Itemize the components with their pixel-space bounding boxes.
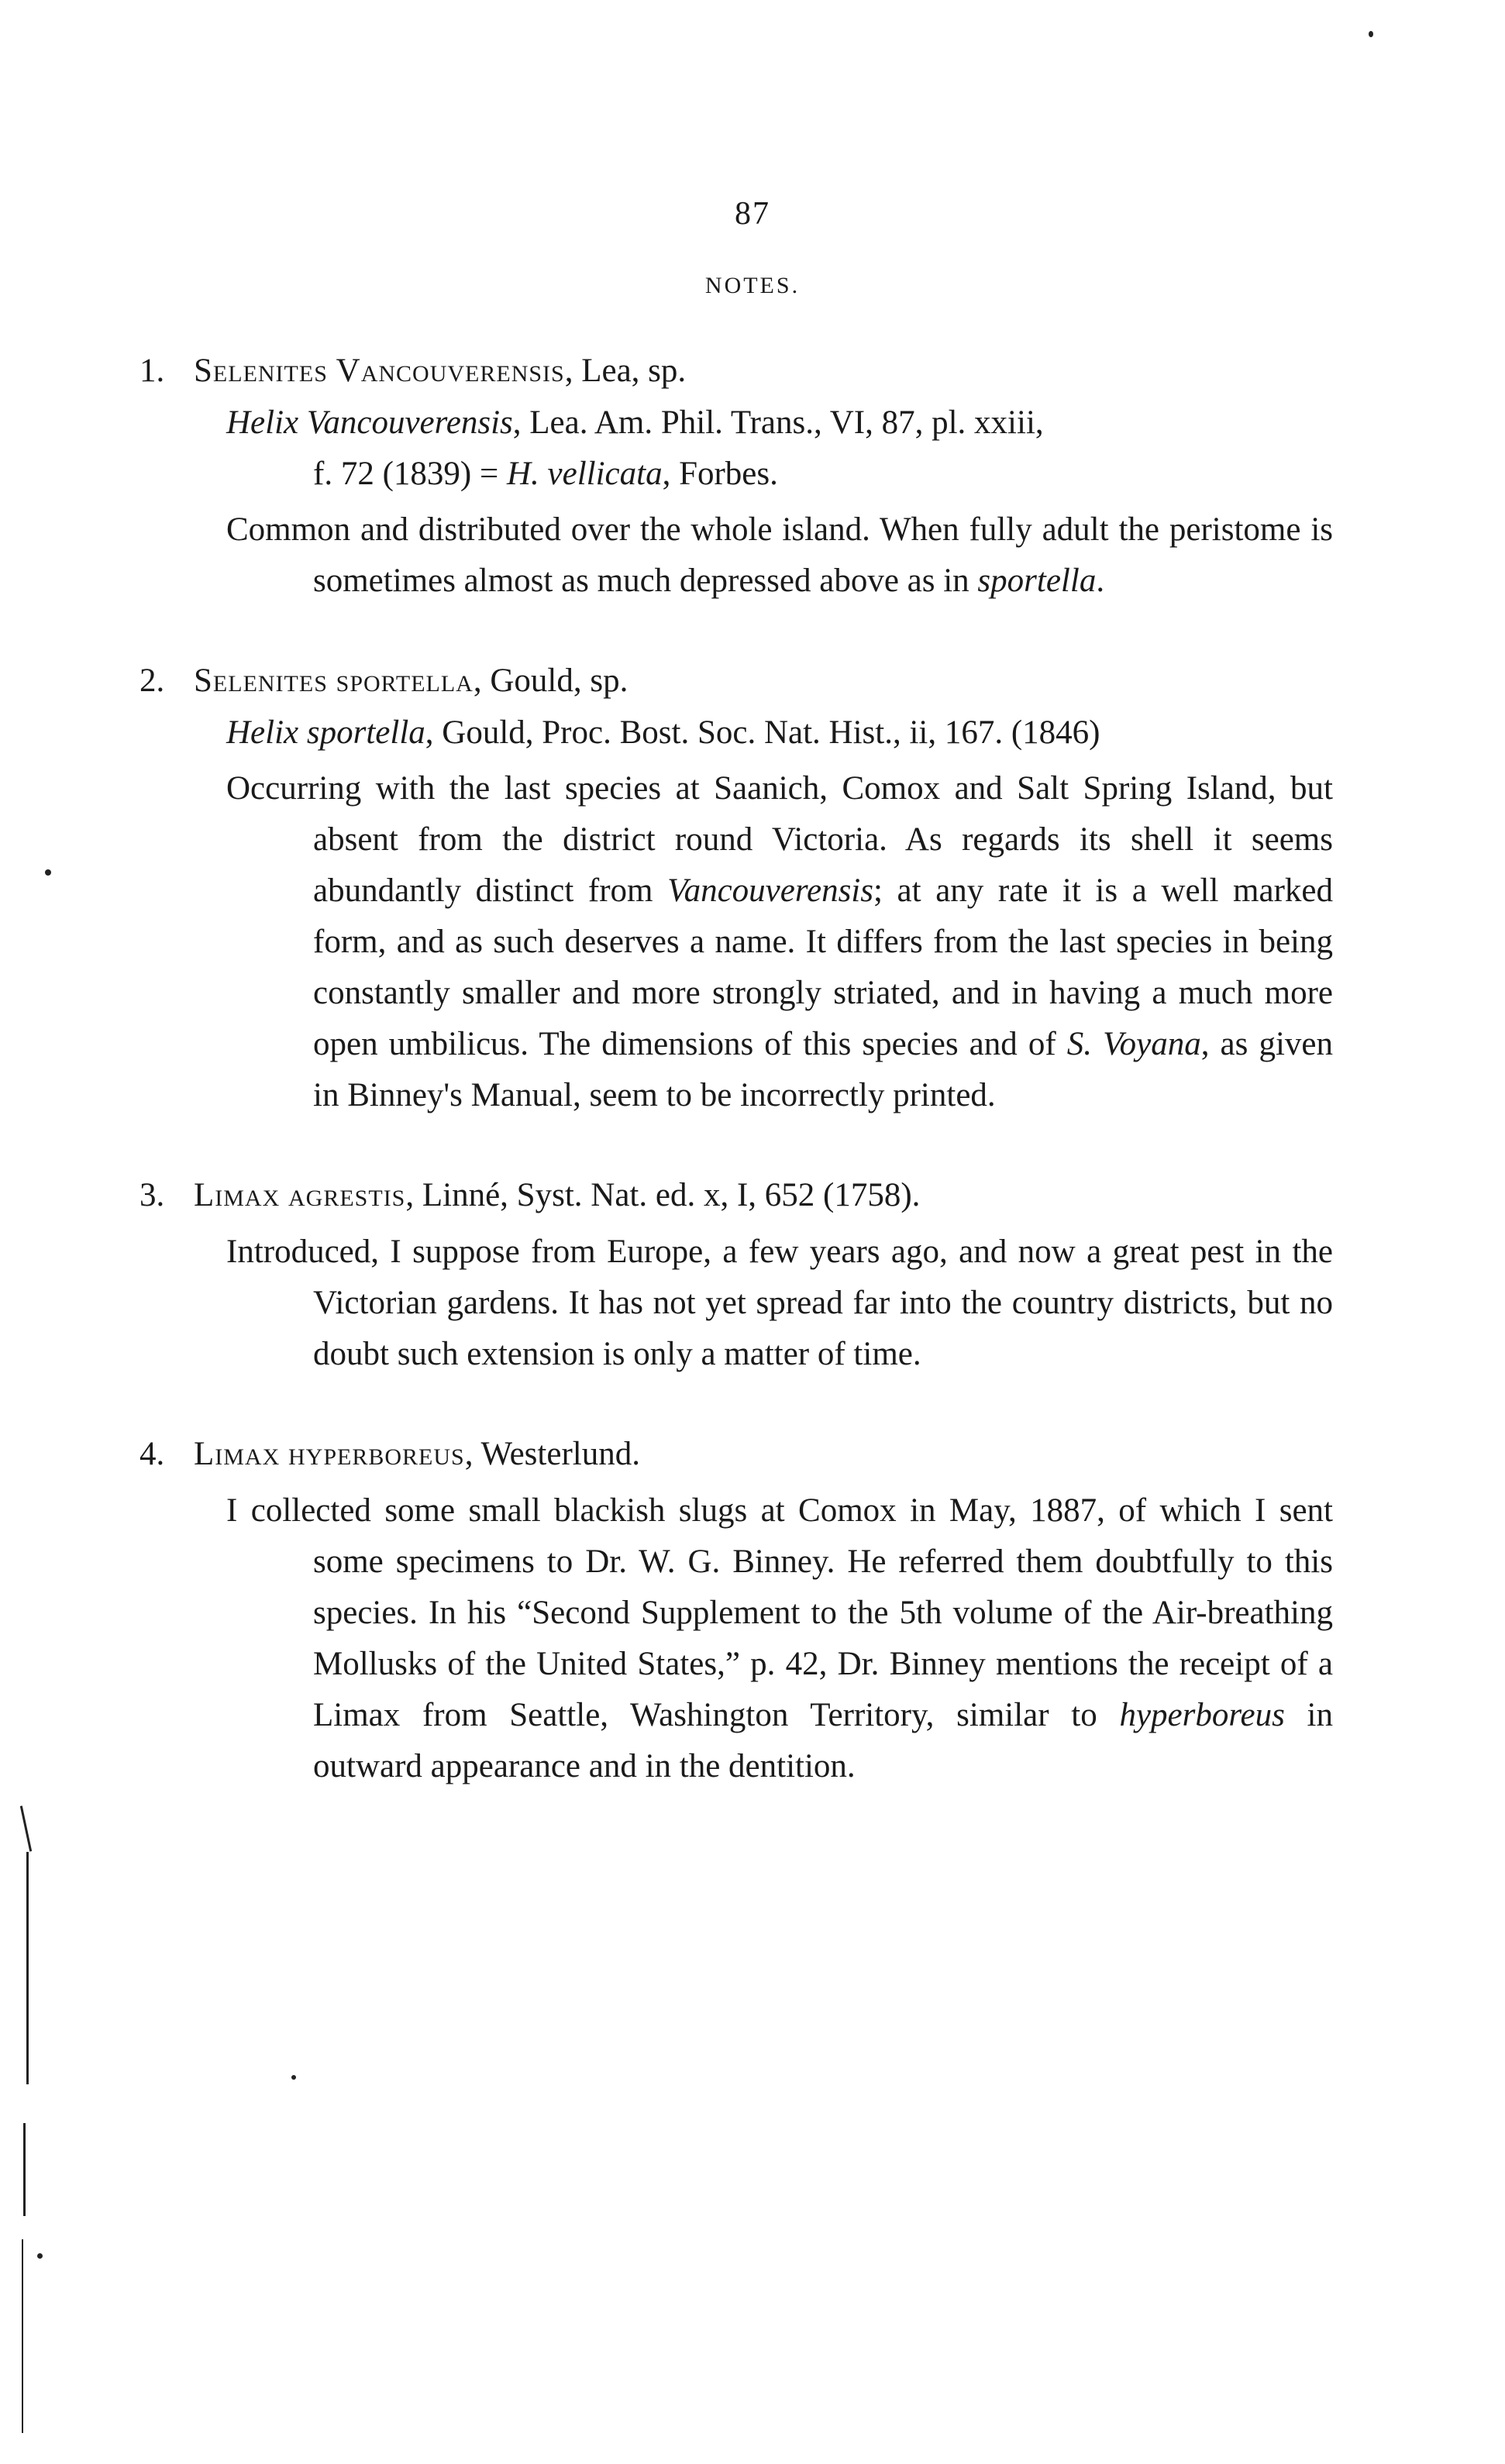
note-2 — [139, 655, 1333, 1121]
note-title — [139, 345, 1333, 397]
paragraph-italic: Vancouverensis — [667, 872, 873, 909]
reference-continuation — [226, 449, 1333, 500]
note-3 — [139, 1169, 1333, 1380]
note-title — [139, 655, 1333, 707]
authority: , Linné, Syst. Nat. ed. x, I, 652 (1758). — [405, 1177, 921, 1213]
page-number: 87 — [735, 196, 770, 232]
reference-text: , Lea. Am. Phil. Trans., VI, 87, pl. xxiii, — [512, 404, 1044, 441]
genus-name: Selenites — [194, 662, 328, 699]
reference-italic-2: H. vellicata — [506, 456, 663, 492]
scan-speck — [37, 2253, 43, 2259]
paragraph-italic: hyperboreus — [1119, 1697, 1285, 1733]
paragraph-end: . — [1096, 563, 1105, 599]
reference-italic: Helix Vancouverensis — [226, 404, 513, 441]
scan-speck — [45, 869, 51, 876]
authority: , Westerlund. — [464, 1436, 640, 1472]
note-paragraph — [226, 1485, 1333, 1792]
authority: , Gould, sp. — [473, 662, 629, 699]
note-paragraph: Introduced, I suppose from Europe, a few years ago, and now a great pest in the Victorian gardens. It has not yet spread far into the country districts, but no doubt such extension is only a matter of time. — [226, 1234, 1333, 1372]
reference-text-3: , Forbes. — [662, 456, 778, 492]
genus-name: Limax — [194, 1436, 281, 1472]
authority: , Lea, sp. — [564, 353, 687, 389]
species-name: Vancouverensis — [336, 353, 565, 389]
paragraph-italic-2: S. Voyana — [1066, 1026, 1201, 1062]
reference-italic: Helix sportella — [226, 714, 425, 751]
note-number: 3. — [139, 1177, 165, 1213]
paragraph-text: Common and distributed over the whole island. When fully adult the peristome is sometimes almost as much depressed above as in — [226, 511, 1333, 599]
note-number: 2. — [139, 662, 165, 699]
paragraph-text: I collected some small blackish slugs at Comox in May, 1887, of which I sent some specimens to Dr. W. G. Binney. He referred them doubtfully to this species. In his “Second Supplement to the 5th volume of the Air-breathing Mollusks of the United States,” p. 42, Dr. Binney mentions the receipt of a Limax from Seattle, Washington Territory, similar to — [226, 1492, 1333, 1733]
margin-line — [22, 2239, 23, 2433]
reference — [139, 707, 1333, 759]
species-name: agrestis — [288, 1177, 406, 1213]
scan-speck — [291, 2075, 296, 2080]
note-paragraph — [226, 504, 1333, 607]
note-4 — [139, 1428, 1333, 1792]
reference-text-2: f. 72 (1839) = — [313, 456, 507, 492]
paragraph-text-2: ; at any rate it is a well marked form, and as such deserves a name. It differs from the last species in being constantly smaller and more strongly striated, and in having a much more open umbilicus. The dimensions of this species and of — [313, 872, 1333, 1062]
species-name: sportella — [336, 662, 474, 699]
note-1 — [139, 345, 1333, 607]
notes-list — [139, 345, 1333, 1840]
section-heading: NOTES. — [704, 273, 801, 298]
paragraph-text-2: in outward appearance and in the dentition. — [313, 1697, 1333, 1784]
paragraph-text-3: , as given in Binney's Manual, seem to be incorrectly printed. — [313, 1026, 1333, 1113]
scan-speck — [1369, 31, 1373, 37]
paragraph-italic: sportella — [977, 563, 1097, 599]
genus-name: Selenites — [194, 353, 328, 389]
reference-text: , Gould, Proc. Bost. Soc. Nat. Hist., ii, 167. (1846) — [425, 714, 1100, 751]
margin-line — [23, 2123, 26, 2216]
margin-line — [20, 1805, 32, 1851]
reference — [139, 397, 1333, 500]
note-title — [139, 1169, 1333, 1222]
note-number: 4. — [139, 1436, 165, 1472]
genus-name: Limax — [194, 1177, 281, 1213]
margin-line — [26, 1852, 29, 2084]
species-name: hyperboreus — [288, 1436, 465, 1472]
paragraph-text: Occurring with the last species at Saanich, Comox and Salt Spring Island, but absent from the district round Victoria. As regards its shell it seems abundantly distinct from — [226, 770, 1333, 909]
note-title — [139, 1428, 1333, 1481]
note-number: 1. — [139, 353, 165, 389]
note-paragraph — [226, 763, 1333, 1121]
